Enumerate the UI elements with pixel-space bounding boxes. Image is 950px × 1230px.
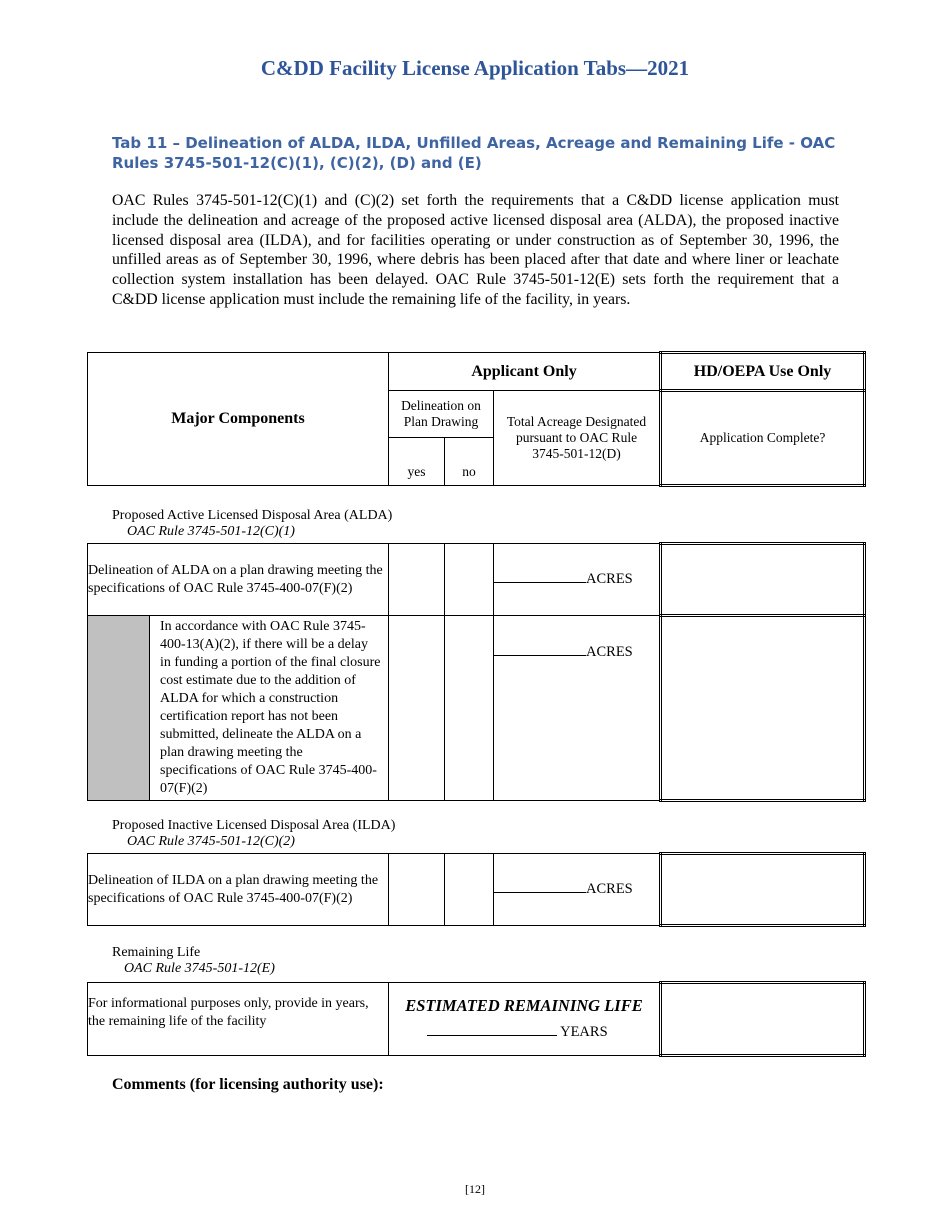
remaining-life-cell[interactable] [389,983,661,1056]
remaining-row1-text: For informational purposes only, provide in years, the remaining life of the facility [88,983,389,1056]
ilda-row1-complete-cell[interactable] [661,854,865,926]
tab-heading: Tab 11 – Delineation of ALDA, ILDA, Unfilled Areas, Acreage and Remaining Life - OAC Rules 3745-501-12(C)(1), (C)(2), (D) and (E) [112,134,836,172]
page-title: C&DD Facility License Application Tabs—2021 [260,56,690,80]
major-components-header: Major Components [88,353,389,486]
applicant-only-header: Applicant Only [389,353,661,391]
alda-row2-text: In accordance with OAC Rule 3745-400-13(A)(2), if there will be a delay in funding a portion of the final closure cost estimate due to the addition of ALDA for which a construction certification report has not been submitted, delineate the ALDA on a plan drawing meeting the specifications of OAC Rule 3745-400-07(F)(2) [150,616,389,801]
years-label: YEARS [560,1024,608,1040]
remaining-rule: OAC Rule 3745-501-12(E) [124,961,275,976]
header-table [87,351,866,487]
alda-row2-acres[interactable]: ACRES [494,616,661,801]
ilda-row1-acres[interactable]: ACRES [494,854,661,926]
years-blank[interactable] [427,1035,557,1036]
alda-row1-no-cell[interactable] [445,544,494,616]
page-number: [12] [465,1182,485,1196]
estimated-remaining-life-label: ESTIMATED REMAINING LIFE [405,996,643,1015]
hd-oepa-header: HD/OEPA Use Only [661,353,865,391]
alda-row1-text: Delineation of ALDA on a plan drawing meeting the specifications of OAC Rule 3745-400-07(F)(2) [88,544,389,616]
application-complete-header: Application Complete? [661,391,865,486]
alda-row1-complete-cell[interactable] [661,544,865,616]
ilda-section-label [112,818,395,850]
alda-row2-complete-cell[interactable] [661,616,865,801]
remaining-label: Remaining Life [112,945,201,960]
alda-row2-yes-cell[interactable] [389,616,445,801]
ilda-label: Proposed Inactive Licensed Disposal Area (ILDA) [112,818,396,833]
total-acreage-header: Total Acreage Designated pursuant to OAC Rule 3745-501-12(D) [494,391,661,486]
remaining-complete-cell[interactable] [661,983,865,1056]
alda-row1-acres[interactable]: ACRES [494,544,661,616]
ilda-row1-no-cell[interactable] [445,854,494,926]
alda-rule: OAC Rule 3745-501-12(C)(1) [127,524,295,539]
alda-row1-yes-cell[interactable] [389,544,445,616]
delineation-header: Delineation on Plan Drawing [389,391,494,438]
remaining-section-label [112,945,275,977]
alda-section-label [112,508,392,540]
ilda-row1-text: Delineation of ILDA on a plan drawing meeting the specifications of OAC Rule 3745-400-07(F)(2) [88,854,389,926]
no-header: no [445,438,494,486]
comments-label: Comments (for licensing authority use): [112,1076,384,1093]
alda-label: Proposed Active Licensed Disposal Area (ALDA) [112,508,393,523]
alda-row2-grey-cell [88,616,150,801]
yes-header: yes [389,438,445,486]
ilda-table [87,852,866,927]
alda-row2-no-cell[interactable] [445,616,494,801]
ilda-rule: OAC Rule 3745-501-12(C)(2) [127,834,295,849]
ilda-row1-yes-cell[interactable] [389,854,445,926]
alda-table [87,542,866,802]
intro-paragraph: OAC Rules 3745-501-12(C)(1) and (C)(2) set forth the requirements that a C&DD license application must include the delineation and acreage of the proposed active licensed disposal area (ALDA), the proposed inactive licensed disposal area (ILDA), and for facilities operating or under construction as of September 30, 1996, the unfilled areas as of September 30, 1996, where debris has been placed after that date and where liner or leachate collection system installation has been delayed. OAC Rule 3745-501-12(E) sets forth the requirement that a C&DD license application must include the remaining life of the facility, in years. [112,192,839,308]
remaining-table [87,981,866,1057]
